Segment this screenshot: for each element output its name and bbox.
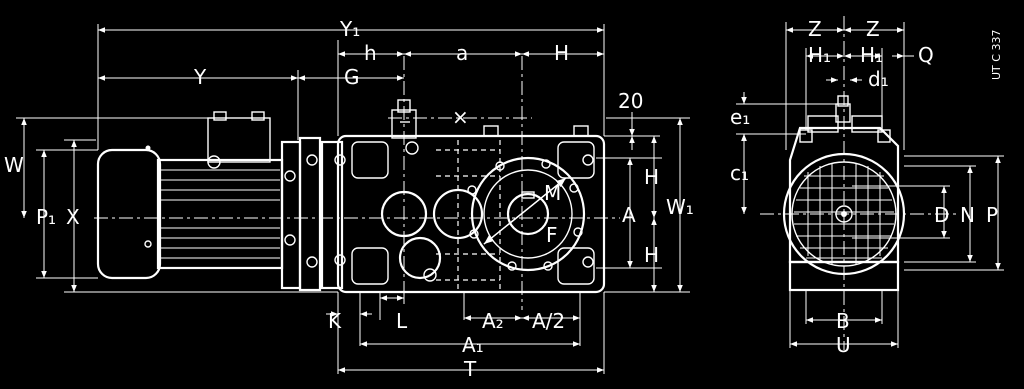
label-y: Y bbox=[194, 65, 207, 89]
label-h1-left: H₁ bbox=[808, 43, 832, 67]
label-x: X bbox=[66, 205, 80, 229]
label-m: M bbox=[544, 181, 562, 205]
label-n: N bbox=[960, 203, 975, 227]
drawing-code: UT C 337 bbox=[990, 29, 1003, 80]
label-u: U bbox=[836, 333, 851, 357]
label-h: h bbox=[364, 41, 377, 65]
label-a-dim: A bbox=[622, 203, 636, 227]
label-h-mid1: H bbox=[644, 165, 660, 189]
side-view bbox=[4, 17, 694, 381]
label-y1: Y₁ bbox=[340, 17, 361, 41]
label-g: G bbox=[344, 65, 360, 89]
label-f: F bbox=[546, 223, 558, 247]
label-l: L bbox=[396, 309, 408, 333]
label-k: K bbox=[328, 309, 342, 333]
label-w1: W₁ bbox=[666, 195, 694, 219]
motor bbox=[98, 112, 320, 290]
label-d: D bbox=[934, 203, 950, 227]
label-c1: c₁ bbox=[730, 161, 750, 185]
label-x-mark: × bbox=[452, 105, 469, 129]
label-e1: e₁ bbox=[730, 105, 751, 129]
label-a1: A₁ bbox=[462, 333, 484, 357]
label-t: T bbox=[464, 357, 477, 381]
label-d1: d₁ bbox=[868, 67, 889, 91]
label-20: 20 bbox=[618, 89, 644, 113]
label-h1-right: H₁ bbox=[860, 43, 884, 67]
label-p1: P₁ bbox=[36, 205, 57, 229]
label-b: B bbox=[836, 309, 850, 333]
label-h-mid2: H bbox=[644, 243, 660, 267]
label-a2: A₂ bbox=[482, 309, 504, 333]
label-a: a bbox=[456, 41, 469, 65]
label-q: Q bbox=[918, 43, 934, 67]
label-z-right: Z bbox=[866, 17, 880, 41]
end-view bbox=[730, 16, 1004, 357]
label-a-half: A/2 bbox=[532, 309, 566, 333]
label-p: P bbox=[986, 203, 999, 227]
label-w: W bbox=[4, 153, 24, 177]
label-z-left: Z bbox=[808, 17, 822, 41]
label-h-top: H bbox=[554, 41, 570, 65]
